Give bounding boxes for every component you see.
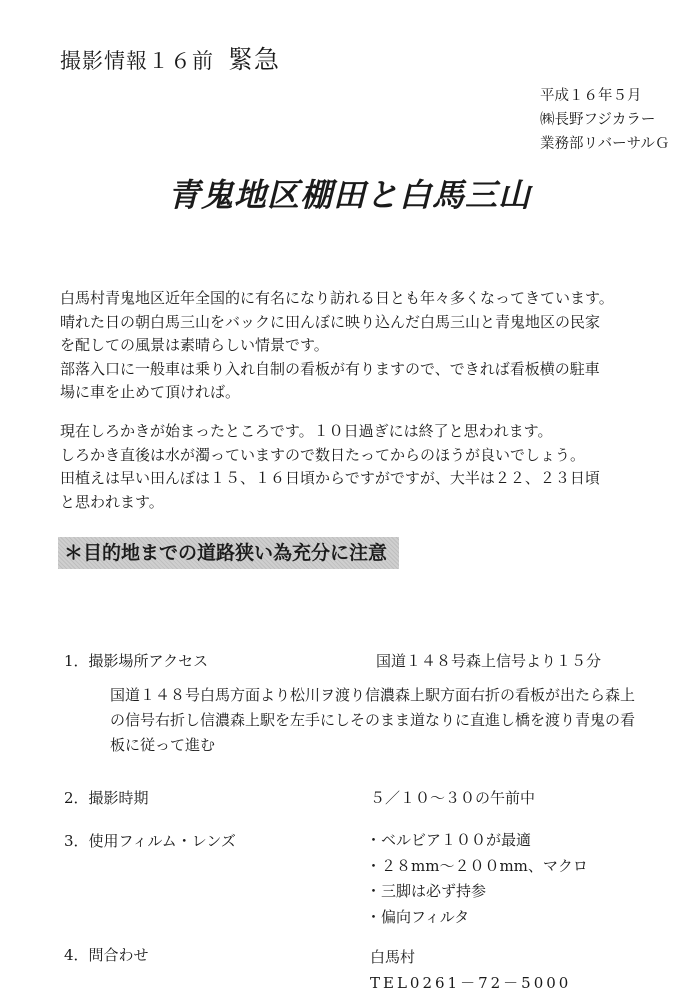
text-line: 場に車を止めて頂ければ。: [60, 383, 241, 401]
header-label: 撮影情報１６前: [60, 49, 214, 73]
issuer-block: [540, 84, 669, 156]
issuer-department: 業務部リバーサルＧ: [540, 136, 670, 152]
list-item: ・三脚は必ず持参: [366, 882, 487, 900]
text-line: 部落入口に一般車は乗り入れ自制の看板が有りますので、できれば看板横の駐車: [60, 359, 600, 378]
urgent-label: 緊急: [228, 45, 281, 74]
intro-paragraph: [60, 287, 660, 405]
text-line: 板に従って進む: [110, 736, 216, 754]
text-line: 田植えは早い田んぼは１５、１６日頃からですがですが、大半は２２、２３日頃: [60, 469, 600, 487]
text-line: 国道１４８号白馬方面より松川ヲ渡り信濃森上駅方面右折の看板が出たら森上: [110, 686, 636, 704]
document-header: [60, 40, 280, 76]
text-line: しろかき直後は水が濁っていますので数日たってからのほうが良いでしょう。: [60, 445, 586, 464]
text-line: 白馬村青鬼地区近年全国的に有名になり訪れる日とも年々多くなってきています。: [60, 289, 614, 307]
list-item: ・ベルビア１００が最適: [366, 831, 532, 849]
access-detail: [110, 683, 670, 758]
contact-block: [370, 944, 571, 996]
list-item: ・２８mm～２００mm、マクロ: [366, 856, 588, 875]
contact-label: 4．問合わせ: [64, 946, 149, 964]
access-value: 国道１４８号森上信号より１５分: [376, 652, 602, 670]
contact-phone: TEL0261－72－5000: [370, 974, 572, 992]
period-value: ５／１０～３０の午前中: [370, 789, 536, 807]
status-paragraph: [60, 420, 660, 514]
list-item: ・偏向フィルタ: [366, 907, 470, 926]
contact-name: 白馬村: [370, 948, 416, 966]
text-line: 晴れた日の朝白馬三山をバックに田んぼに映り込んだ白馬三山と青鬼地区の民家: [60, 312, 601, 331]
period-label: 2．撮影時期: [64, 789, 149, 807]
caution-banner: ＊目的地までの道路狭い為充分に注意: [58, 537, 399, 569]
text-line: を配しての風景は素晴らしい情景です。: [60, 336, 329, 354]
issuer-company: ㈱長野フジカラー: [540, 112, 656, 128]
text-line: の信号右折し信濃森上駅を左手にしそのまま道なりに直進し橋を渡り青鬼の看: [110, 711, 636, 729]
text-line: と思われます。: [60, 492, 164, 511]
text-line: 現在しろかきが始まったところです。１０日過ぎには終了と思われます。: [60, 422, 553, 440]
issue-date: 平成１６年５月: [540, 88, 642, 104]
access-label: 1．撮影場所アクセス: [64, 652, 209, 670]
film-label: 3．使用フィルム・レンズ: [64, 832, 236, 850]
film-list: [366, 828, 588, 930]
document-title: 青鬼地区棚田と白馬三山: [167, 176, 531, 214]
